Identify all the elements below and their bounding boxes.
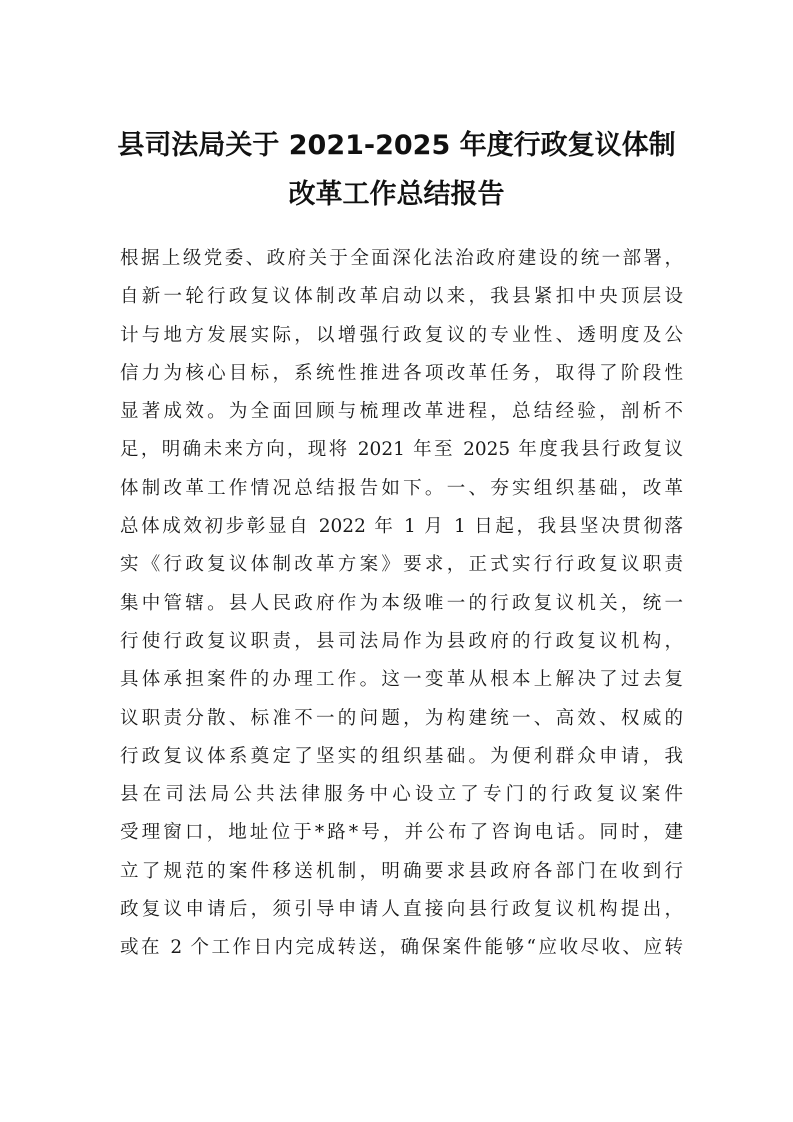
body-line: 受理窗口，地址位于*路*号，并公布了咨询电话。同时，建 xyxy=(120,822,683,844)
body-line: 立了规范的案件移送机制，明确要求县政府各部门在收到行 xyxy=(120,860,683,882)
body-line: 足，明确未来方向，现将 2021 年至 2025 年度我县行政复议 xyxy=(120,439,683,461)
body-line: 具体承担案件的办理工作。这一变革从根本上解决了过去复 xyxy=(120,669,683,691)
body-line: 计与地方发展实际，以增强行政复议的专业性、透明度及公 xyxy=(120,324,683,346)
body-line: 体制改革工作情况总结报告如下。一、夯实组织基础，改革 xyxy=(120,477,683,499)
document-title-line-2: 改革工作总结报告 xyxy=(288,179,505,210)
body-line: 集中管辖。县人民政府作为本级唯一的行政复议机关，统一 xyxy=(120,592,683,614)
body-line: 县在司法局公共法律服务中心设立了专门的行政复议案件 xyxy=(120,784,683,806)
body-line: 总体成效初步彰显自 2022 年 1 月 1 日起，我县坚决贯彻落 xyxy=(120,516,683,538)
body-line: 自新一轮行政复议体制改革启动以来，我县紧扣中央顶层设 xyxy=(120,286,683,308)
document-body xyxy=(120,240,700,968)
body-line: 议职责分散、标准不一的问题，为构建统一、高效、权威的 xyxy=(120,707,683,729)
body-line: 显著成效。为全面回顾与梳理改革进程，总结经验，剖析不 xyxy=(120,401,683,423)
body-line: 行使行政复议职责，县司法局作为县政府的行政复议机构， xyxy=(120,630,683,652)
body-line: 根据上级党委、政府关于全面深化法治政府建设的统一部署， xyxy=(120,248,683,269)
body-line: 政复议申请后，须引导申请人直接向县行政复议机构提出， xyxy=(120,899,683,921)
body-line: 行政复议体系奠定了坚实的组织基础。为便利群众申请，我 xyxy=(120,745,683,767)
body-line: 或在 2 个工作日内完成转送，确保案件能够“应收尽收、应转 xyxy=(120,937,683,959)
document-title-line-1: 县司法局关于 2021-2025 年度行政复议体制 xyxy=(117,130,676,161)
body-line: 实《行政复议体制改革方案》要求，正式实行行政复议职责 xyxy=(120,554,683,576)
body-line: 信力为核心目标，系统性推进各项改革任务，取得了阶段性 xyxy=(120,362,683,384)
